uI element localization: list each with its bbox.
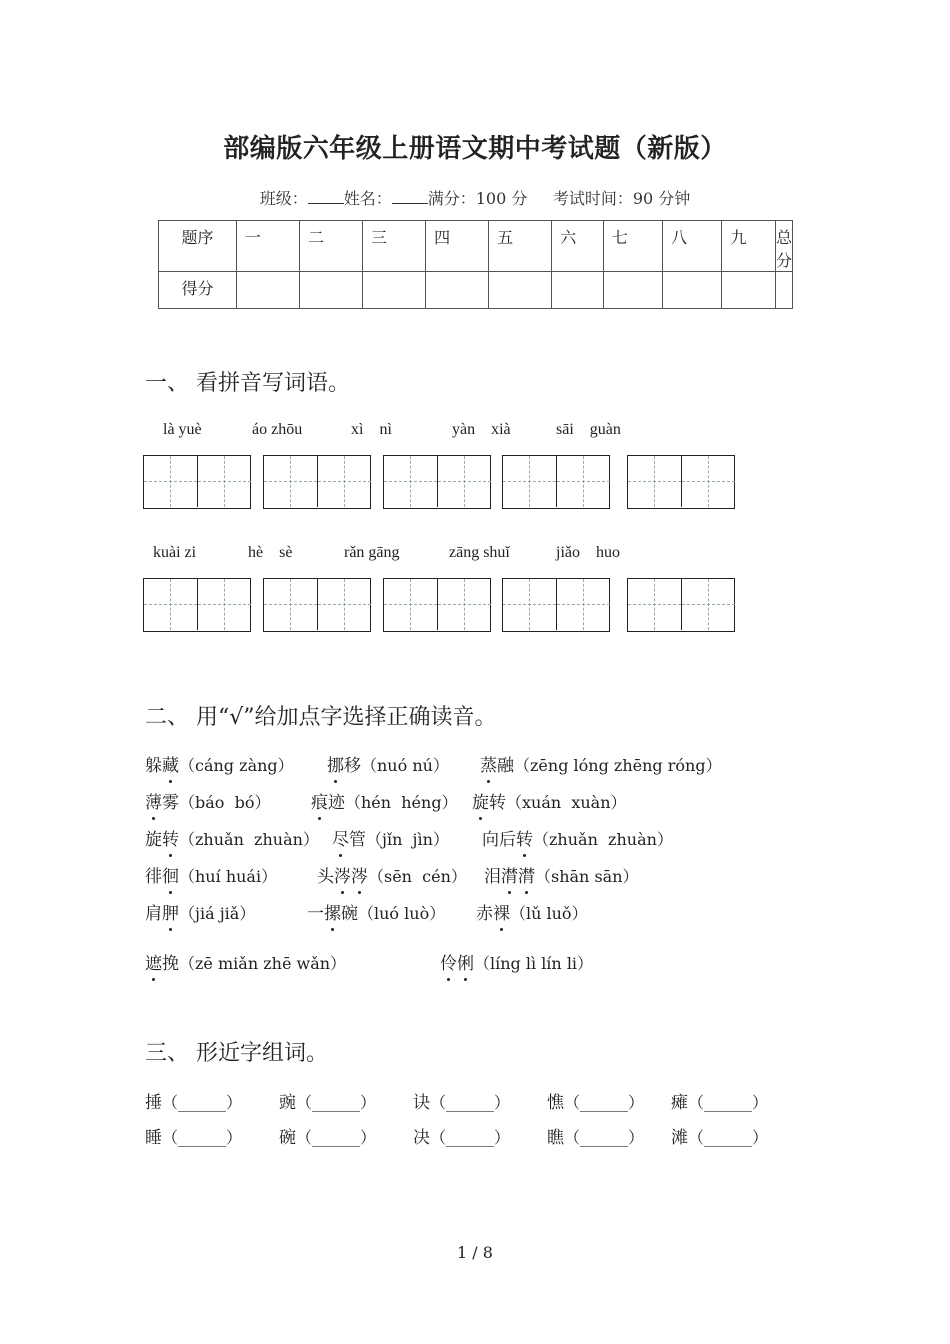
writing-grid[interactable] <box>263 578 371 632</box>
table-cell: 题序 <box>159 221 237 272</box>
score-input-cell[interactable] <box>426 272 489 309</box>
writing-grid[interactable] <box>627 578 735 632</box>
section-2-title: 二、 用“√”给加点字选择正确读音。 <box>145 705 497 730</box>
table-cell: 六 <box>552 221 604 272</box>
score-input-cell[interactable] <box>363 272 426 309</box>
reading-item: 痕迹（hén héng） <box>311 793 458 813</box>
writing-grid[interactable] <box>502 455 610 509</box>
pinyin-label: rǎn gāng <box>344 544 400 561</box>
word-item[interactable]: 滩（______） <box>671 1128 769 1148</box>
class-label: 班级： <box>259 189 308 208</box>
score-input-cell[interactable] <box>489 272 552 309</box>
table-cell: 总分 <box>775 221 792 272</box>
table-cell: 四 <box>426 221 489 272</box>
score-input-cell[interactable] <box>722 272 776 309</box>
exam-info-line <box>0 186 950 209</box>
page-title: 部编版六年级上册语文期中考试题（新版） <box>223 134 727 164</box>
reading-item: 一摞碗（luó luò） <box>307 904 446 924</box>
table-cell: 七 <box>603 221 662 272</box>
word-item[interactable]: 豌（______） <box>279 1093 377 1113</box>
pinyin-label: kuài zi <box>153 544 197 561</box>
score-input-cell[interactable] <box>603 272 662 309</box>
pinyin-label: xì nì <box>351 421 392 438</box>
pinyin-label: zāng shuǐ <box>449 544 510 561</box>
word-item[interactable]: 决（______） <box>413 1128 511 1148</box>
writing-grid[interactable] <box>383 578 491 632</box>
word-item[interactable]: 瘫（______） <box>671 1093 769 1113</box>
pinyin-label: jiǎo huo <box>556 544 620 561</box>
section-3-title: 三、 形近字组词。 <box>145 1041 328 1066</box>
score-input-cell[interactable] <box>552 272 604 309</box>
writing-grid[interactable] <box>143 455 251 509</box>
name-blank <box>392 189 428 204</box>
reading-item: 旋转（zhuǎn zhuàn） <box>145 830 319 850</box>
score-input-cell[interactable] <box>775 272 792 309</box>
class-blank <box>308 189 344 204</box>
pinyin-label: là yuè <box>163 421 202 438</box>
writing-grid[interactable] <box>627 455 735 509</box>
writing-grid[interactable] <box>502 578 610 632</box>
writing-grid[interactable] <box>383 455 491 509</box>
reading-item: 躲藏（cáng zàng） <box>145 756 294 776</box>
reading-item: 薄雾（báo bó） <box>145 793 271 813</box>
table-cell: 八 <box>663 221 722 272</box>
reading-item: 泪潸潸（shān sān） <box>484 867 639 887</box>
reading-item: 尽管（jǐn jìn） <box>332 830 449 850</box>
page-number: 1 / 8 <box>457 1243 493 1262</box>
reading-item: 伶俐（líng lì lín li） <box>440 954 594 974</box>
reading-item: 肩胛（jiá jiǎ） <box>145 904 256 924</box>
table-cell: 九 <box>722 221 776 272</box>
reading-item: 蒸融（zēng lóng zhēng róng） <box>480 756 722 776</box>
full-score: 满分：100 分 <box>427 189 528 208</box>
score-input-cell[interactable] <box>236 272 299 309</box>
word-item[interactable]: 捶（______） <box>145 1093 243 1113</box>
word-item[interactable]: 诀（______） <box>413 1093 511 1113</box>
score-table <box>158 220 793 309</box>
table-cell: 三 <box>363 221 426 272</box>
word-item[interactable]: 睡（______） <box>145 1128 243 1148</box>
exam-time: 考试时间：90 分钟 <box>552 189 691 208</box>
writing-grid[interactable] <box>143 578 251 632</box>
pinyin-label: hè sè <box>248 544 293 561</box>
section-1-title: 一、 看拼音写词语。 <box>145 371 350 396</box>
word-item[interactable]: 瞧（______） <box>547 1128 645 1148</box>
score-input-cell[interactable] <box>663 272 722 309</box>
reading-item: 头涔涔（sēn cén） <box>317 867 467 887</box>
reading-item: 挪移（nuó nú） <box>327 756 449 776</box>
pinyin-label: yàn xià <box>452 421 511 438</box>
reading-item: 徘徊（huí huái） <box>145 867 278 887</box>
table-cell: 二 <box>299 221 362 272</box>
word-item[interactable]: 憔（______） <box>547 1093 645 1113</box>
score-input-cell[interactable] <box>299 272 362 309</box>
pinyin-label: áo zhōu <box>252 421 303 438</box>
table-cell: 五 <box>489 221 552 272</box>
reading-item: 旋转（xuán xuàn） <box>472 793 627 813</box>
pinyin-label: sāi guàn <box>556 421 621 438</box>
table-cell: 得分 <box>159 272 237 309</box>
word-item[interactable]: 碗（______） <box>279 1128 377 1148</box>
score-table-header-row <box>159 221 793 272</box>
reading-item: 遮挽（zē miǎn zhē wǎn） <box>145 954 347 974</box>
table-cell: 一 <box>236 221 299 272</box>
reading-item: 向后转（zhuǎn zhuàn） <box>482 830 673 850</box>
name-label: 姓名： <box>343 189 392 208</box>
reading-item: 赤裸（lǔ luǒ） <box>476 904 588 924</box>
score-table-score-row <box>159 272 793 309</box>
writing-grid[interactable] <box>263 455 371 509</box>
